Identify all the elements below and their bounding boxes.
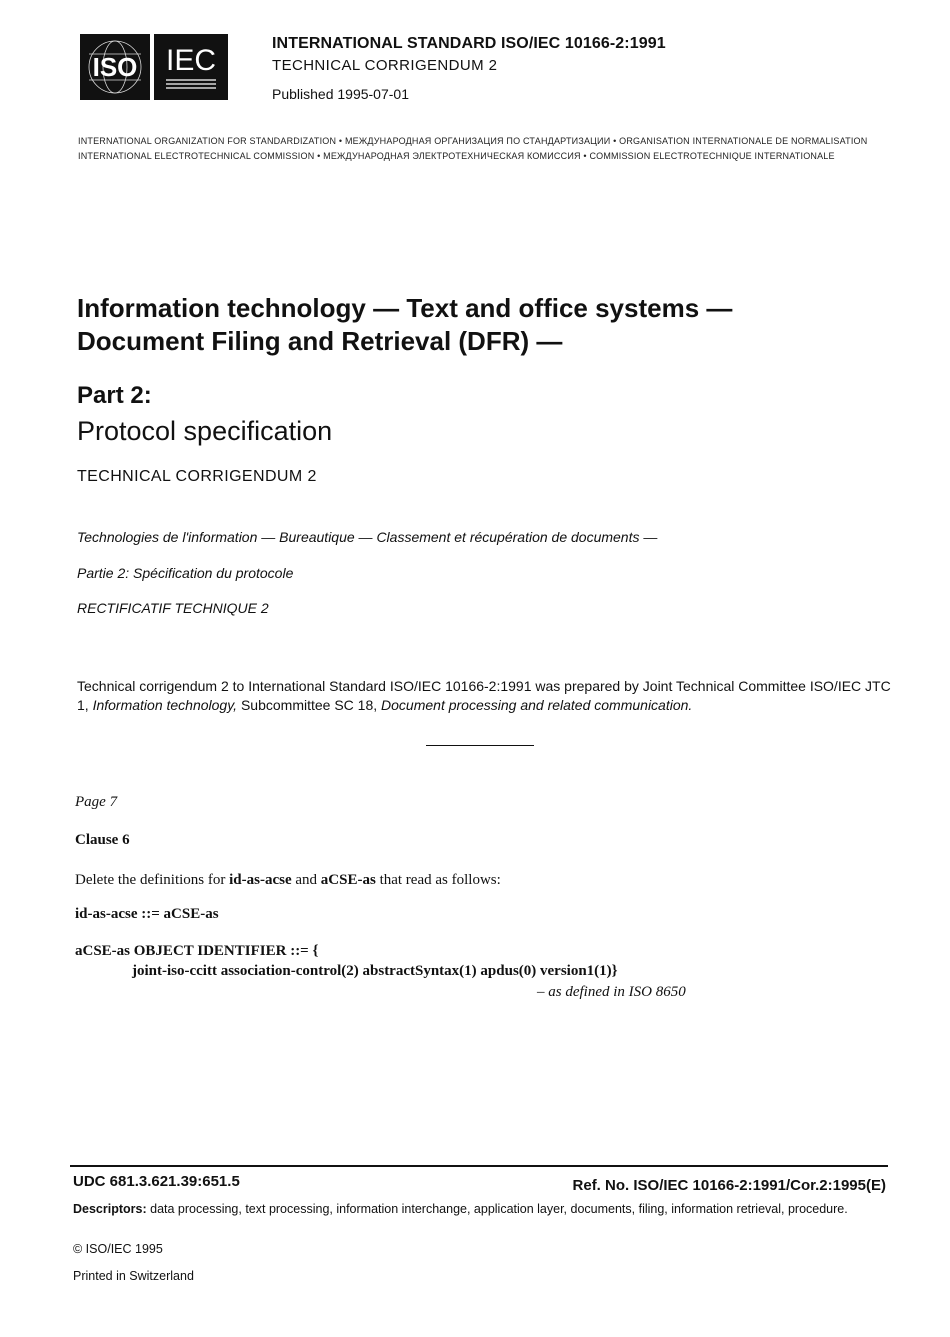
section-divider <box>426 745 534 746</box>
asn1-definition-3: joint-iso-ccitt association-control(2) abstractSyntax(1) apdus(0) version1(1)} <box>132 963 618 979</box>
foreword-committee-title: Information technology, <box>92 697 238 713</box>
iso-logo-text: ISO <box>92 52 138 82</box>
footer-rule <box>70 1165 888 1167</box>
french-part: Partie 2: Spécification du protocole <box>77 565 294 581</box>
asn1-definition-2: aCSE-as OBJECT IDENTIFIER ::= { <box>75 943 319 959</box>
organization-line-iso: INTERNATIONAL ORGANIZATION FOR STANDARDIZATION • МЕЖДУНАРОДНАЯ ОРГАНИЗАЦИЯ ПО СТАНДАРТИЗАЦИИ • ORGANISATION INTERNATIONALE DE NORMALISATION <box>78 136 868 146</box>
delete-term-1: id-as-acse <box>229 872 292 888</box>
copyright-notice: © ISO/IEC 1995 <box>73 1242 163 1256</box>
part-title: Protocol specification <box>77 416 333 446</box>
descriptors-label: Descriptors: <box>73 1202 147 1216</box>
document-title <box>77 292 897 358</box>
foreword-text-1: Technical corrigendum 2 to International Standard ISO/IEC 10166-2:1991 was prepared by Joint Technical Committee ISO/IEC JTC 1, <box>77 678 891 713</box>
corrigendum-label: TECHNICAL CORRIGENDUM 2 <box>272 57 498 74</box>
iso-iec-logo <box>80 34 228 100</box>
technical-corrigendum-heading: TECHNICAL CORRIGENDUM 2 <box>77 468 317 485</box>
published-date: Published 1995-07-01 <box>272 86 409 102</box>
part-label: Part 2: <box>77 382 152 409</box>
standard-title: INTERNATIONAL STANDARD ISO/IEC 10166-2:1991 <box>272 35 666 52</box>
clause-reference: Clause 6 <box>75 832 130 848</box>
asn1-definition-1: id-as-acse ::= aCSE-as <box>75 906 219 922</box>
organization-line-iec: INTERNATIONAL ELECTROTECHNICAL COMMISSION • МЕЖДУНАРОДНАЯ ЭЛЕКТРОТЕХНИЧЕСКАЯ КОМИССИЯ • COMMISSION ELECTROTECHNIQUE INTERNATIONALE <box>78 151 835 161</box>
foreword-paragraph <box>77 677 892 715</box>
foreword-text-2: Subcommittee SC 18, <box>237 697 382 713</box>
french-title: Technologies de l'information — Bureautique — Classement et récupération de documents — <box>77 529 658 545</box>
delete-instruction <box>75 872 501 889</box>
document-title-line1: Information technology — Text and office systems — <box>77 293 733 323</box>
asn1-comment: – as defined in ISO 8650 <box>537 984 686 1000</box>
iec-logo-text: IEC <box>165 44 217 77</box>
delete-text-mid: and <box>291 872 321 888</box>
printed-location: Printed in Switzerland <box>73 1269 194 1283</box>
delete-term-2: aCSE-as <box>320 872 376 888</box>
page-reference: Page 7 <box>75 794 118 810</box>
udc-number: UDC 681.3.621.39:651.5 <box>73 1173 240 1190</box>
document-title-line2: Document Filing and Retrieval (DFR) — <box>77 326 563 356</box>
reference-number: Ref. No. ISO/IEC 10166-2:1991/Cor.2:1995(E) <box>572 1177 886 1194</box>
descriptors <box>73 1202 888 1216</box>
descriptors-list: data processing, text processing, information interchange, application layer, documents, filing, information retrieval, procedure. <box>150 1202 848 1216</box>
french-corrigendum: RECTIFICATIF TECHNIQUE 2 <box>77 600 269 616</box>
delete-text-post: that read as follows: <box>375 872 501 888</box>
delete-text-pre: Delete the definitions for <box>75 872 230 888</box>
foreword-subcommittee-title: Document processing and related communication. <box>381 697 693 713</box>
iso-iec-logo-graphic <box>80 34 228 100</box>
